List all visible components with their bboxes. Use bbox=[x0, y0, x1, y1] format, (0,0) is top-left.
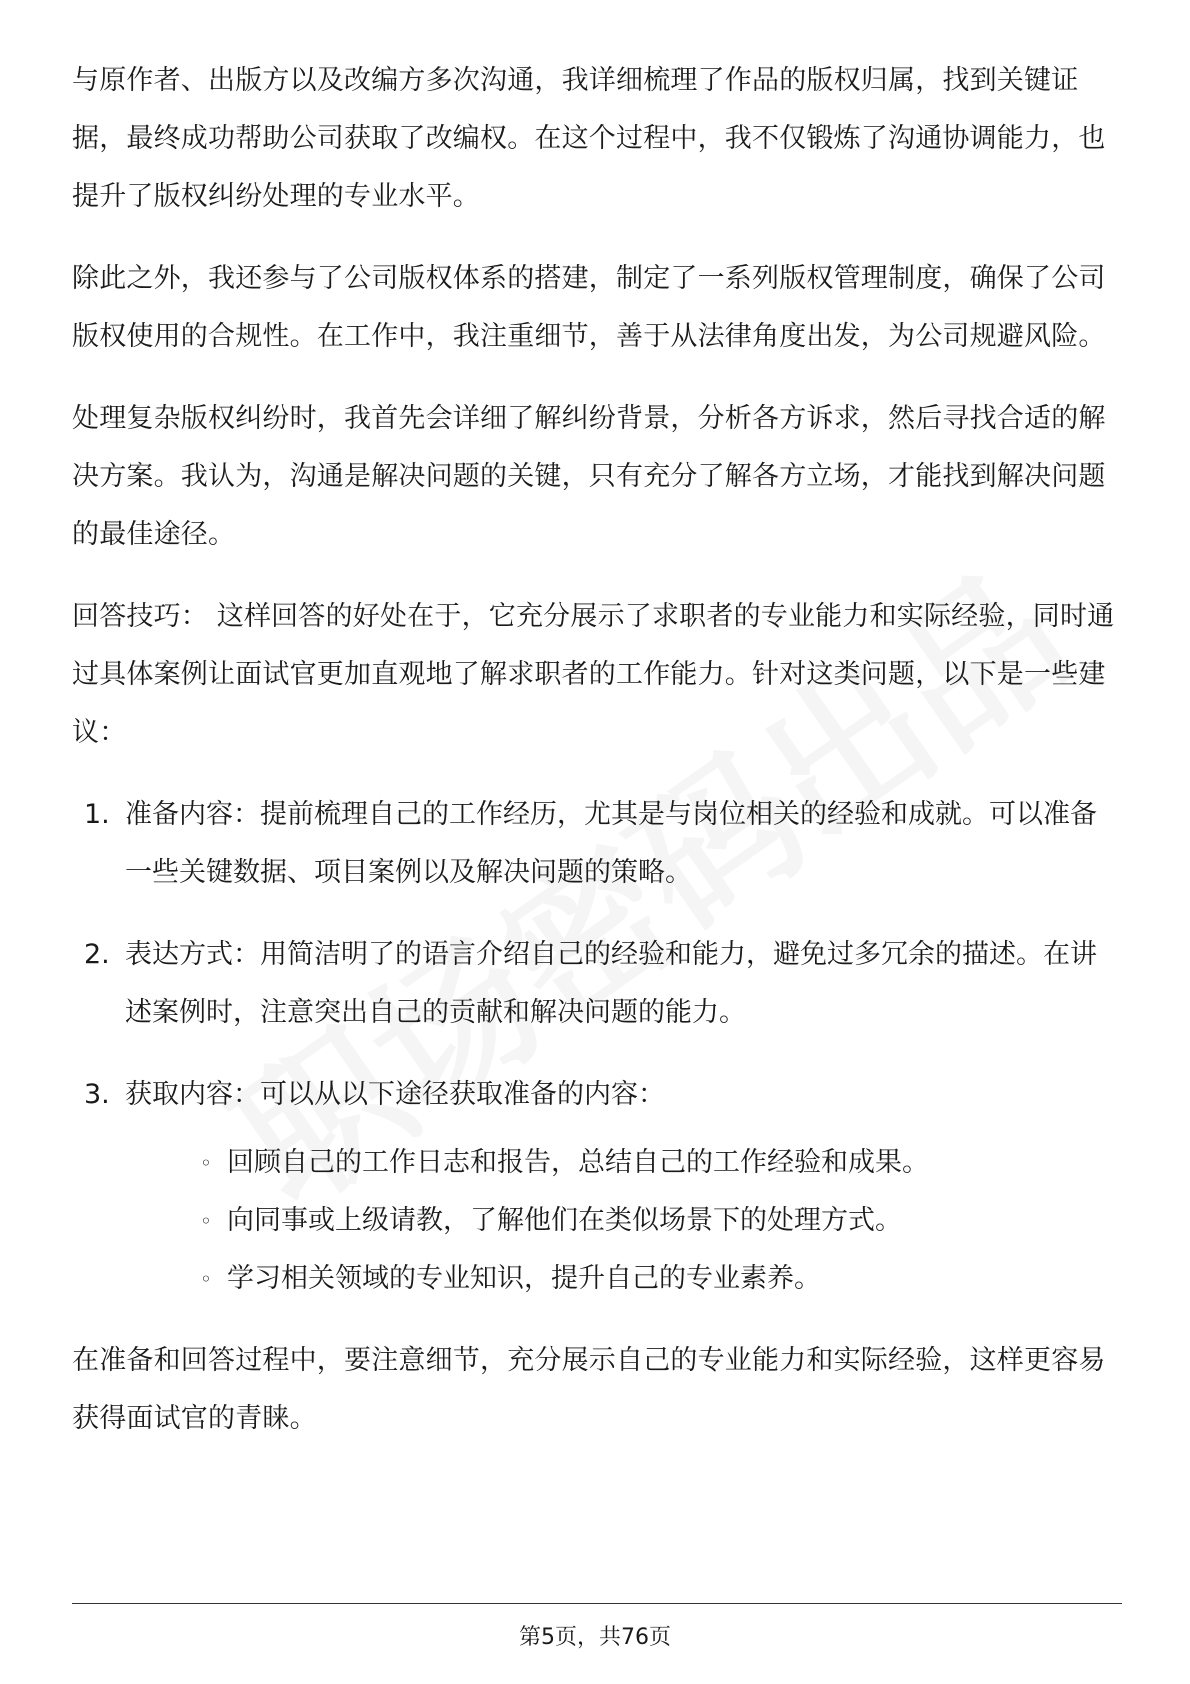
bullet-icon: ◦ bbox=[200, 1151, 212, 1175]
footer-divider bbox=[72, 1603, 1122, 1604]
list-item bbox=[72, 1066, 1122, 1308]
paragraph-answer-tips: 回答技巧： 这样回答的好处在于，它充分展示了求职者的专业能力和实际经验，同时通过具体案例让面试官更加直观地了解求职者的工作能力。针对这类问题，以下是一些建议： bbox=[72, 601, 1115, 748]
bullet-icon: ◦ bbox=[200, 1267, 212, 1291]
sub-list-item bbox=[200, 1134, 1122, 1192]
sub-list-item-text: 回顾自己的工作日志和报告，总结自己的工作经验和成果。 bbox=[227, 1147, 929, 1178]
page-content bbox=[72, 52, 1122, 1472]
sub-list bbox=[125, 1134, 1122, 1308]
list-item bbox=[72, 926, 1122, 1042]
sub-list-item bbox=[200, 1250, 1122, 1308]
sub-list-item-text: 学习相关领域的专业知识，提升自己的专业素养。 bbox=[227, 1263, 821, 1294]
paragraph-3: 处理复杂版权纠纷时，我首先会详细了解纠纷背景，分析各方诉求，然后寻找合适的解决方案。我认为，沟通是解决问题的关键，只有充分了解各方立场，才能找到解决问题的最佳途径。 bbox=[72, 403, 1106, 550]
list-item-text: 表达方式：用简洁明了的语言介绍自己的经验和能力，避免过多冗余的描述。在讲述案例时，注意突出自己的贡献和解决问题的能力。 bbox=[125, 939, 1097, 1028]
list-item-text: 获取内容：可以从以下途径获取准备的内容： bbox=[125, 1079, 665, 1110]
list-number: 1. bbox=[84, 799, 110, 830]
page-number: 第5页，共76页 bbox=[519, 1625, 671, 1650]
list-number: 3. bbox=[84, 1079, 110, 1110]
suggestion-list bbox=[72, 786, 1122, 1308]
bullet-icon: ◦ bbox=[200, 1209, 212, 1233]
sub-list-item bbox=[200, 1192, 1122, 1250]
list-number: 2. bbox=[84, 939, 110, 970]
paragraph-1: 与原作者、出版方以及改编方多次沟通，我详细梳理了作品的版权归属，找到关键证据，最终成功帮助公司获取了改编权。在这个过程中，我不仅锻炼了沟通协调能力，也提升了版权纠纷处理的专业水平。 bbox=[72, 65, 1106, 212]
list-item-text: 准备内容：提前梳理自己的工作经历，尤其是与岗位相关的经验和成就。可以准备一些关键数据、项目案例以及解决问题的策略。 bbox=[125, 799, 1097, 888]
closing-paragraph: 在准备和回答过程中，要注意细节，充分展示自己的专业能力和实际经验，这样更容易获得面试官的青睐。 bbox=[72, 1345, 1106, 1434]
paragraph-2: 除此之外，我还参与了公司版权体系的搭建，制定了一系列版权管理制度，确保了公司版权使用的合规性。在工作中，我注重细节，善于从法律角度出发，为公司规避风险。 bbox=[72, 263, 1106, 352]
sub-list-item-text: 向同事或上级请教，了解他们在类似场景下的处理方式。 bbox=[227, 1205, 902, 1236]
list-item bbox=[72, 786, 1122, 902]
